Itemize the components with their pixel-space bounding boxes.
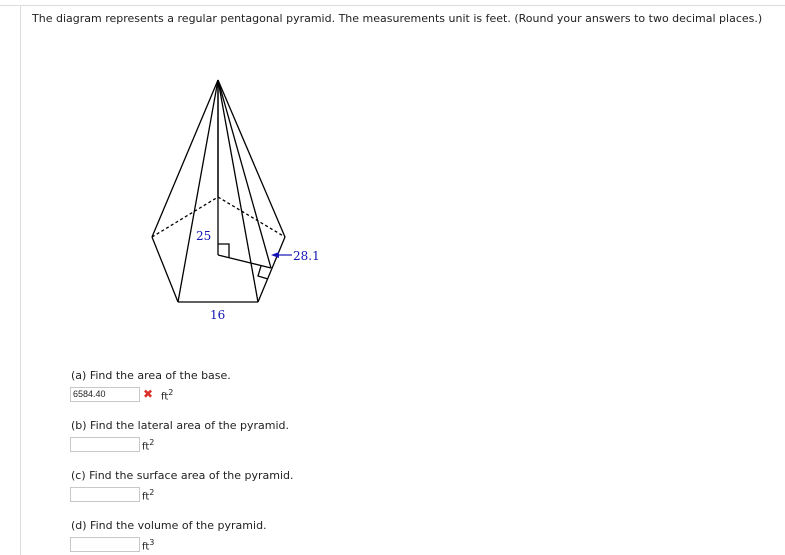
height-label: 25	[196, 229, 212, 243]
slant-height-line	[218, 80, 271, 268]
answer-d-input[interactable]	[70, 537, 140, 552]
side-length-label: 16	[210, 308, 226, 322]
unit-c: $ft^2$	[142, 488, 155, 503]
apothem-line	[218, 255, 271, 268]
answer-a-input[interactable]: 6584.40	[70, 387, 140, 402]
question-c-text: (c) Find the surface area of the pyramid.	[71, 469, 294, 482]
base-edge-left	[152, 237, 178, 302]
slant-arrow-head	[271, 252, 279, 258]
answer-b-input[interactable]	[70, 437, 140, 452]
answer-c-input[interactable]	[70, 487, 140, 502]
problem-statement: The diagram represents a regular pentagonal pyramid. The measurements unit is feet. (Round your answers to two decimal places.)	[32, 12, 763, 25]
lateral-edge-2	[178, 80, 218, 302]
right-angle-marker-slant	[258, 266, 268, 279]
question-b-text: (b) Find the lateral area of the pyramid.	[71, 419, 290, 432]
lateral-edge-3	[218, 80, 258, 302]
hidden-edge-right	[218, 197, 285, 237]
slant-height-label: 28.1	[293, 249, 320, 263]
unit-b: $ft^2$	[142, 438, 155, 453]
unit-a: $ft^2$	[161, 388, 174, 403]
unit-d: $ft^3$	[142, 538, 155, 553]
question-a-text: (a) Find the area of the base.	[71, 369, 231, 382]
lateral-edge-1	[152, 80, 218, 237]
question-d-text: (d) Find the volume of the pyramid.	[71, 519, 267, 532]
lateral-edge-4	[218, 80, 285, 237]
base-edge-right	[258, 237, 285, 302]
incorrect-icon: ✖	[143, 387, 154, 401]
